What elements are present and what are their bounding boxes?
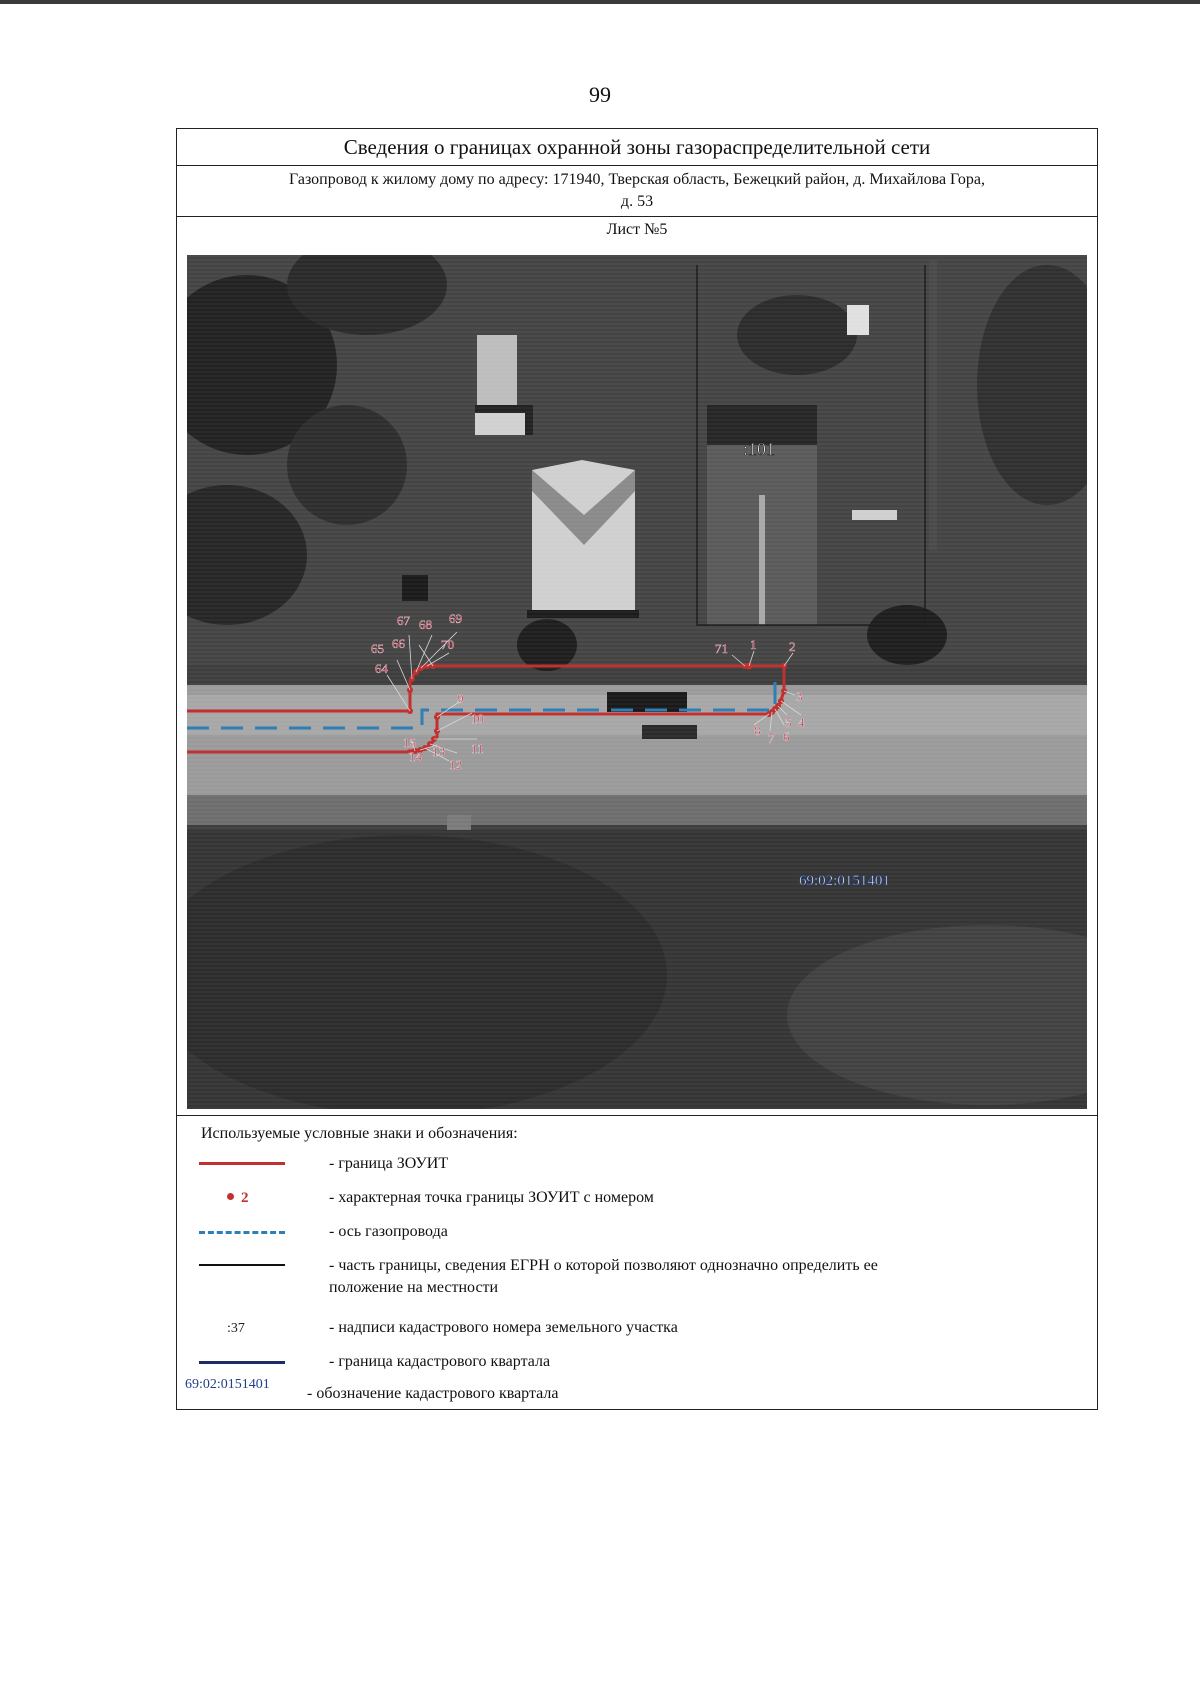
point-label-65: 65 [371, 641, 384, 656]
point-label-64: 64 [375, 661, 388, 676]
sheet-title: Сведения о границах охранной зоны газораспределительной сети [177, 129, 1097, 166]
legend-text: - граница ЗОУИТ [329, 1155, 449, 1172]
zone-boundary-symbol [199, 1162, 285, 1165]
aerial-map [187, 255, 1087, 1109]
egrn-boundary-symbol [199, 1264, 285, 1266]
point-label-14: 14 [409, 749, 422, 764]
point-label-2: 2 [789, 639, 796, 654]
page-top-edge [0, 0, 1200, 4]
quarter-label: 69:02:0151401 [799, 873, 890, 889]
quarter-boundary-symbol [199, 1361, 285, 1364]
point-label-68: 68 [419, 617, 432, 632]
point-label-1: 1 [750, 637, 757, 652]
point-label-4: 4 [798, 715, 805, 730]
sheet-number: Лист №5 [606, 221, 668, 238]
zone-point-number: 2 [241, 1190, 249, 1206]
point-label-70: 70 [441, 637, 454, 652]
gas-axis-symbol [199, 1231, 285, 1234]
legend-title: Используемые условные знаки и обозначения: [201, 1125, 518, 1142]
point-label-11: 11 [471, 741, 484, 756]
point-label-66: 66 [392, 636, 405, 651]
point-label-71: 71 [715, 641, 728, 656]
point-label-3: 3 [796, 689, 803, 704]
parcel-number-symbol: :37 [227, 1321, 245, 1336]
legend-text-line: положение на местности [329, 1279, 499, 1296]
page-number: 99 [589, 82, 611, 107]
zone-point-symbol [227, 1193, 234, 1200]
point-label-13: 13 [432, 744, 445, 759]
object-description [177, 165, 1097, 217]
legend-divider [177, 1115, 1097, 1116]
point-label-15: 15 [403, 735, 416, 750]
legend-text: - характерная точка границы ЗОУИТ с номером [329, 1189, 654, 1206]
sheet-frame [176, 128, 1098, 1410]
legend-text [329, 1255, 1069, 1299]
legend-text: - граница кадастрового квартала [329, 1353, 551, 1370]
point-label-6: 6 [783, 729, 790, 744]
legend-text: - обозначение кадастрового квартала [307, 1385, 559, 1402]
legend-text: - ось газопровода [329, 1223, 448, 1240]
point-label-12: 12 [449, 757, 462, 772]
point-label-7: 7 [768, 731, 775, 746]
object-description-line1: Газопровод к жилому дому по адресу: 171940, Тверская область, Бежецкий район, д. Михайлова Гора, [289, 171, 985, 188]
map-canvas [187, 255, 1087, 1109]
point-label-5: 5 [785, 715, 792, 730]
point-label-8: 8 [754, 723, 761, 738]
legend-text-line: - часть границы, сведения ЕГРН о которой позволяют однозначно определить ее [329, 1257, 878, 1274]
legend-text: - надписи кадастрового номера земельного участка [329, 1319, 678, 1336]
point-label-9: 9 [457, 691, 464, 706]
quarter-designation-symbol: 69:02:0151401 [185, 1377, 270, 1392]
point-label-69: 69 [449, 611, 462, 626]
point-label-67: 67 [397, 613, 410, 628]
point-label-10: 10 [471, 711, 484, 726]
object-description-line2: д. 53 [620, 193, 654, 210]
scan-lines [187, 255, 1087, 1109]
